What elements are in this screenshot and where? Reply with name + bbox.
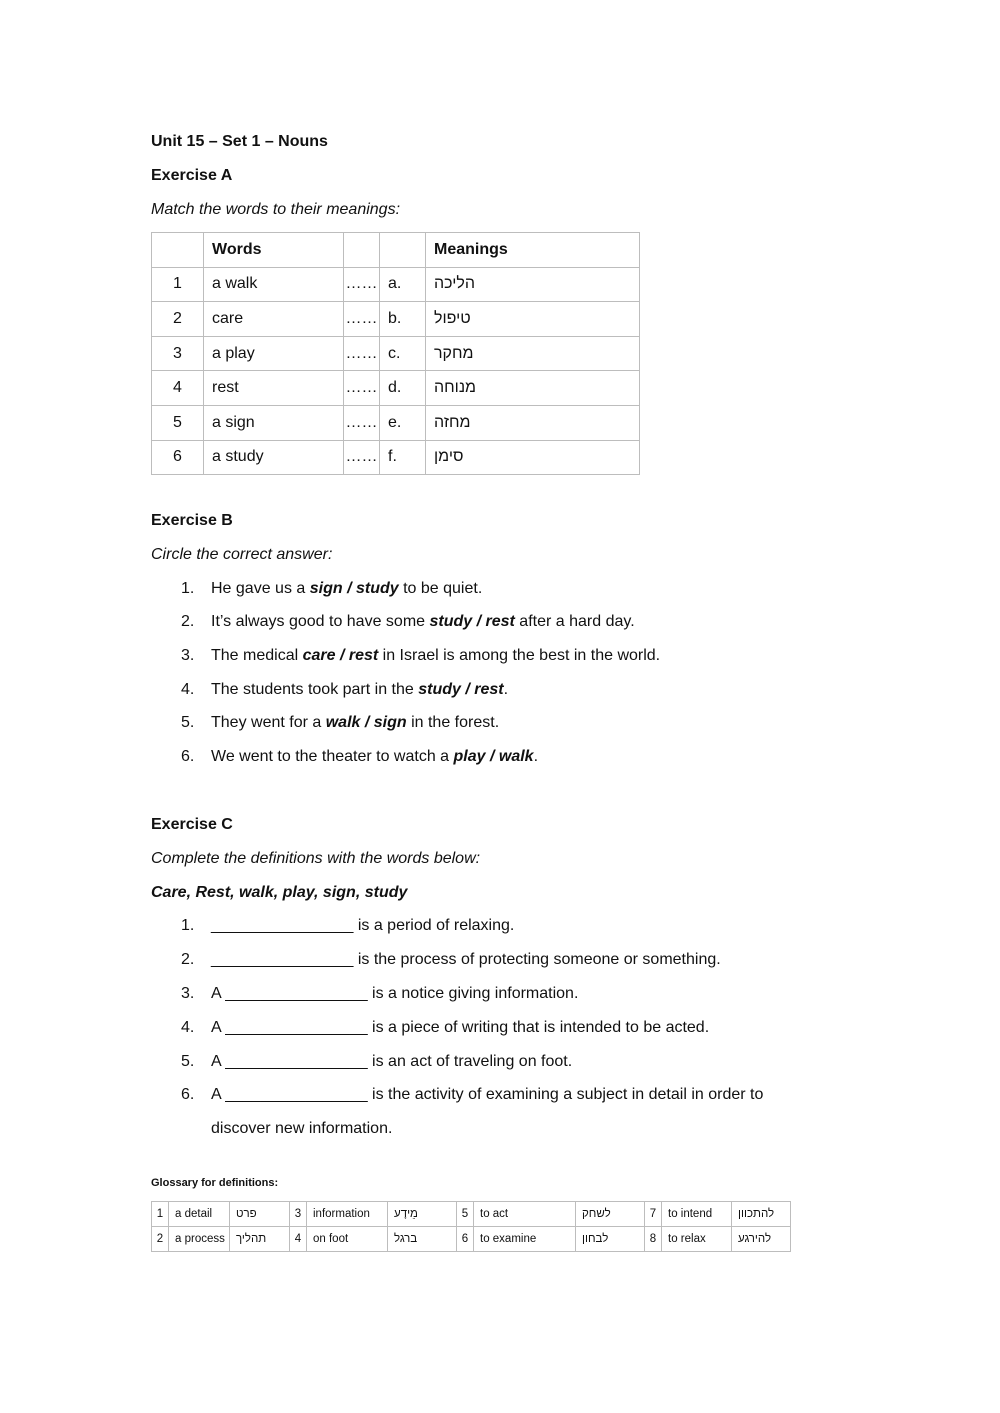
list-item-continuation: discover new information. <box>211 1120 393 1137</box>
hebrew-meaning: מחקר <box>434 344 474 362</box>
glossary-title: Glossary for definitions: <box>151 1177 279 1189</box>
hebrew-meaning: מנוחה <box>434 379 477 397</box>
answer-choice[interactable]: walk / sign <box>325 714 407 731</box>
list-item: 5. They went for a walk / sign in the forest. <box>181 714 500 731</box>
table-row: 6 a study …… f. סימן <box>152 440 640 475</box>
word-bank: Care, Rest, walk, play, sign, study <box>151 884 408 901</box>
list-item: 4. The students took part in the study / rest. <box>181 681 509 698</box>
table-header-row <box>152 233 640 268</box>
list-item[interactable]: 2. ________________ is the process of protecting someone or something. <box>181 951 721 968</box>
answer-blank[interactable]: …… <box>344 440 380 475</box>
exercise-c-title: Exercise C <box>151 816 233 833</box>
exercise-b-instruction: Circle the correct answer: <box>151 546 333 563</box>
table-row: 1 a walk …… a. הליכה <box>152 267 640 302</box>
answer-blank[interactable]: …… <box>344 267 380 302</box>
answer-choice[interactable]: play / walk <box>453 748 534 765</box>
answer-choice[interactable]: study / rest <box>429 613 515 630</box>
list-item[interactable]: 5. A ________________ is an act of traveling on foot. <box>181 1053 573 1070</box>
glossary-table <box>151 1201 791 1252</box>
hebrew-meaning: מחזה <box>434 413 471 431</box>
answer-blank[interactable]: …… <box>344 405 380 440</box>
list-item: 1. He gave us a sign / study to be quiet. <box>181 580 483 597</box>
list-item: 6. We went to the theater to watch a play / walk. <box>181 748 539 765</box>
hebrew-meaning: טיפול <box>434 309 471 327</box>
exercise-a-title: Exercise A <box>151 167 233 184</box>
table-row: 5 a sign …… e. מחזה <box>152 405 640 440</box>
list-item: 3. The medical care / rest in Israel is among the best in the world. <box>181 647 661 664</box>
exercise-c-instruction: Complete the definitions with the words below: <box>151 850 481 867</box>
list-item[interactable]: 3. A ________________ is a notice giving information. <box>181 985 579 1002</box>
exercise-a-instruction: Match the words to their meanings: <box>151 201 401 218</box>
hebrew-meaning: הליכה <box>434 275 475 293</box>
matching-table <box>151 232 640 475</box>
answer-choice[interactable]: care / rest <box>302 647 379 664</box>
answer-blank[interactable]: …… <box>344 336 380 371</box>
words-header: Words <box>204 233 344 268</box>
list-item: 2. It’s always good to have some study / rest after a hard day. <box>181 613 635 630</box>
page-title: Unit 15 – Set 1 – Nouns <box>151 133 328 150</box>
table-row: 3 a play …… c. מחקר <box>152 336 640 371</box>
list-item[interactable]: 1. ________________ is a period of relaxing. <box>181 917 515 934</box>
table-row: 1 a detail פרט 3 information מֵידָע 5 to act לשחק 7 to intend להתכוון <box>152 1202 791 1227</box>
answer-choice[interactable]: sign / study <box>309 580 399 597</box>
meanings-header: Meanings <box>426 233 640 268</box>
answer-choice[interactable]: study / rest <box>418 681 504 698</box>
answer-blank[interactable]: …… <box>344 302 380 337</box>
table-row: 4 rest …… d. מנוחה <box>152 371 640 406</box>
hebrew-meaning: סימן <box>434 448 464 466</box>
answer-blank[interactable]: …… <box>344 371 380 406</box>
exercise-b-title: Exercise B <box>151 512 233 529</box>
list-item[interactable]: 4. A ________________ is a piece of writing that is intended to be acted. <box>181 1019 710 1036</box>
table-row: 2 care …… b. טיפול <box>152 302 640 337</box>
list-item[interactable]: 6. A ________________ is the activity of examining a subject in detail in order to <box>181 1086 764 1103</box>
table-row: 2 a process תהליך 4 on foot ברגל 6 to examine לבחון 8 to relax להירגע <box>152 1227 791 1252</box>
